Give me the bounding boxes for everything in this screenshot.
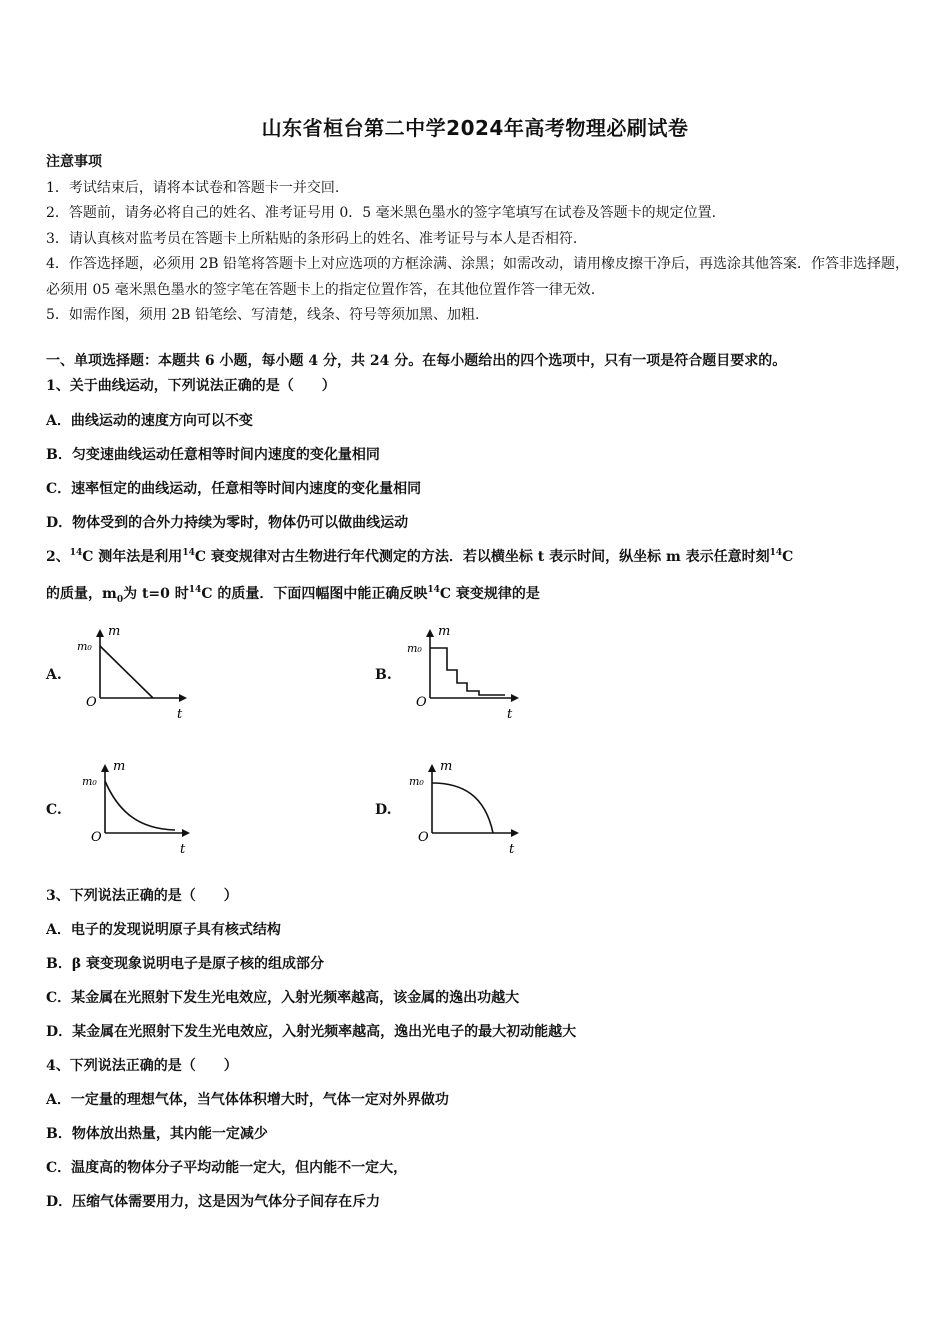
q3-stem: 3、下列说法正确的是（ ）: [46, 888, 238, 904]
note-item: 2．答题前，请务必将自己的姓名、准考证号用 0．5 毫米黑色墨水的签字笔填写在试卷及答题卡的规定位置.: [46, 205, 717, 221]
q2-stem-line2: [46, 583, 540, 605]
x-label: t: [507, 707, 513, 722]
q3-option-c: C．某金属在光照射下发生光电效应，入射光频率越高，该金属的逸出功越大: [46, 990, 520, 1006]
isotope-14: 14: [182, 548, 195, 558]
q2-text-6: C 的质量．下面四幅图中能正确反映: [201, 586, 428, 602]
notes-block: [46, 150, 916, 329]
y-label: m: [113, 759, 126, 774]
isotope-14: 14: [69, 548, 83, 558]
q2-option-b-label: B.: [375, 667, 392, 683]
x-label: t: [177, 707, 183, 722]
note-item: 1．考试结束后，请将本试卷和答题卡一并交回.: [46, 179, 340, 196]
page-title: 山东省桓台第二中学2024年高考物理必刷试卷: [261, 116, 689, 140]
m0-label: m₀: [409, 775, 424, 788]
q1-option-b: B．匀变速曲线运动任意相等时间内速度的变化量相同: [46, 447, 380, 463]
x-axis-arrow-icon: [179, 694, 187, 702]
q2-text-4: 的质量，m: [46, 586, 117, 602]
q2-option-a-label: A.: [46, 667, 62, 683]
m0-label: m₀: [407, 642, 422, 655]
q1-option-d: D．物体受到的合外力持续为零时，物体仍可以做曲线运动: [46, 515, 409, 531]
isotope-14: 14: [427, 585, 440, 595]
x-label: t: [180, 842, 186, 857]
q1-stem: 1、关于曲线运动，下列说法正确的是（ ）: [46, 378, 336, 394]
q2-text-5: 为 t=0 时: [123, 586, 189, 602]
q3-option-a: A．电子的发现说明原子具有核式结构: [46, 922, 281, 938]
q1-option-c: C．速率恒定的曲线运动，任意相等时间内速度的变化量相同: [46, 481, 422, 497]
q3-option-d: D．某金属在光照射下发生光电效应，入射光频率越高，逸出光电子的最大初动能越大: [46, 1024, 577, 1040]
y-label: m: [438, 624, 451, 639]
origin-label: O: [91, 830, 102, 845]
graph-a-linear: [75, 620, 200, 725]
origin-label: O: [416, 695, 427, 710]
q2-option-c-label: C.: [46, 802, 62, 818]
decay-curve: [105, 781, 175, 830]
q3-option-b: B．β 衰变现象说明电子是原子核的组成部分: [46, 956, 325, 972]
m0-label: m₀: [77, 640, 92, 653]
q2-text-1: C 测年法是利用: [82, 549, 183, 565]
decay-curve: [100, 646, 153, 698]
q4-option-b: B．物体放出热量，其内能一定减少: [46, 1126, 268, 1142]
x-axis-arrow-icon: [511, 694, 519, 702]
y-axis-arrow-icon: [426, 629, 434, 637]
q4-option-a: A．一定量的理想气体，当气体体积增大时，气体一定对外界做功: [46, 1092, 449, 1108]
m0-label: m₀: [82, 775, 97, 788]
isotope-14: 14: [188, 585, 202, 595]
origin-label: O: [418, 830, 429, 845]
x-axis-arrow-icon: [511, 829, 519, 837]
x-label: t: [509, 842, 515, 857]
q4-option-c: C．温度高的物体分子平均动能一定大，但内能不一定大，: [46, 1160, 408, 1176]
q2-prefix: 2、: [46, 549, 70, 565]
decay-curve: [432, 783, 493, 833]
graph-d-concave: [407, 755, 532, 860]
q1-option-a: A．曲线运动的速度方向可以不变: [46, 413, 253, 429]
subscript-0: 0: [116, 594, 124, 605]
q2-stem-line1: [46, 546, 793, 566]
q2-text-2: C 衰变规律对古生物进行年代测定的方法．若以横坐标 t 表示时间，纵坐标 m 表示任意时刻: [194, 549, 770, 565]
graph-c-exponential: [80, 755, 205, 860]
q4-stem: 4、下列说法正确的是（ ）: [46, 1058, 238, 1074]
y-label: m: [108, 624, 121, 639]
section-heading: 一、单项选择题：本题共 6 小题，每小题 4 分，共 24 分。在每小题给出的四个选项中，只有一项是符合题目要求的。: [46, 353, 787, 369]
q2-text-3: C: [782, 549, 794, 565]
origin-label: O: [86, 695, 97, 710]
notes-heading: 注意事项: [46, 154, 102, 170]
y-label: m: [440, 759, 453, 774]
x-axis-arrow-icon: [182, 829, 190, 837]
note-item: 3．请认真核对监考员在答题卡上所粘贴的条形码上的姓名、准考证号与本人是否相符.: [46, 230, 578, 247]
decay-curve: [430, 648, 505, 695]
q2-text-7: C 衰变规律的是: [439, 586, 540, 602]
note-item: 4．作答选择题，必须用 2B 铅笔将答题卡上对应选项的方框涂满、涂黑；如需改动，请用橡皮擦干净后，再选涂其他答案．作答非选择题，必须用 05 毫米黑色墨水的签字笔在答题卡上的指定位置作答，在其他位置作答一律无效.: [46, 256, 909, 298]
q2-option-d-label: D.: [375, 802, 392, 818]
y-axis-arrow-icon: [96, 629, 104, 637]
isotope-14: 14: [769, 548, 783, 558]
note-item: 5．如需作图，须用 2B 铅笔绘、写清楚，线条、符号等须加黑、加粗.: [46, 307, 480, 323]
y-axis-arrow-icon: [101, 764, 109, 772]
q4-option-d: D．压缩气体需要用力，这是因为气体分子间存在斥力: [46, 1194, 381, 1210]
y-axis-arrow-icon: [428, 764, 436, 772]
graph-b-staircase: [405, 620, 530, 725]
